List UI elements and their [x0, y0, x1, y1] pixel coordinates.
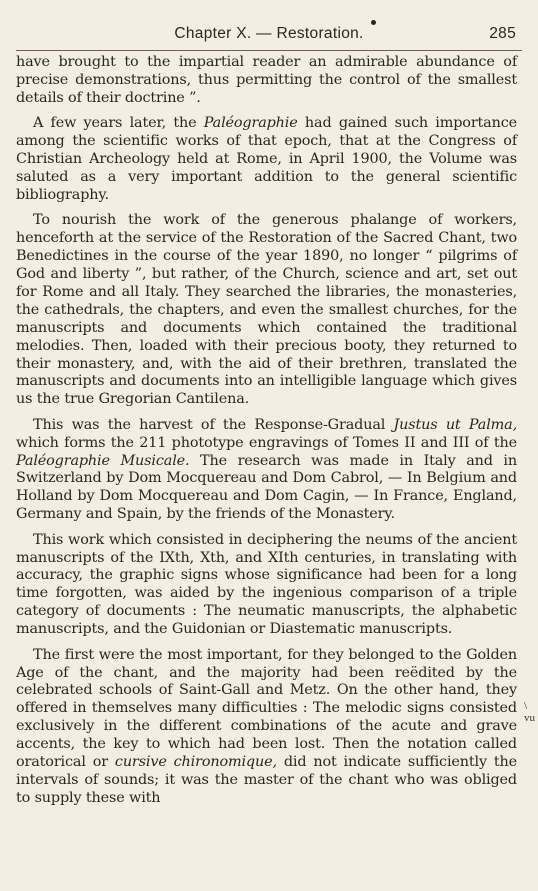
italic-run: Justus ut Palma,	[393, 416, 517, 433]
text-run: which forms the 211 phototype engravings of Tomes II and III of the	[16, 434, 517, 451]
text-run: The first were the most important, for they belonged to the Golden Age of the chant, and the majority had been reëdited by the celebrated schools of Saint-Gall and Metz. On the other hand, they offered in themselves many difficulties : The melodic signs consisted exclusively in the different combinations of the acute and grave accents, the key to which had been lost. Then the notation called oratorical or	[16, 646, 517, 771]
paragraph	[16, 647, 517, 808]
paragraph	[16, 54, 517, 108]
body-text	[16, 54, 517, 815]
running-title: Chapter X. — Restoration.	[174, 25, 364, 42]
text-run: have brought to the impartial reader an admirable abundance of precise demonstrations, thus permitting the control of the smallest details of their doctrine ”.	[16, 54, 517, 106]
text-run: did not indicate sufficiently the intervals of sounds; it was the master of the chant who was obliged to supply these with	[16, 754, 518, 806]
paragraph	[16, 115, 517, 205]
text-run: To nourish the work of the generous phalange of workers, henceforth at the service of the Restoration of the Sacred Chant, two Benedictines in the course of the year 1890, no longer “ pilgrims of God and liberty ”, but rather, of the Church, science and art, set out for Rome and all Italy. They searched the libraries, the monasteries, the cathedrals, the chapters, and even the smallest churches, for the manuscripts and documents which contained the traditional melodies. Then, loaded with their precious booty, they returned to their monastery, and, with the aid of their brethren, translated the manuscripts and documents into an intelligible language which gives us the true Gregorian Cantilena.	[16, 212, 517, 408]
text-run: This was the harvest of the Response-Gradual	[33, 416, 394, 433]
running-head	[0, 22, 538, 48]
page-number: 285	[489, 25, 516, 42]
ink-speck	[371, 20, 376, 25]
italic-run: Paléographie Musicale.	[16, 452, 190, 469]
paragraph	[16, 212, 517, 409]
paragraph	[16, 532, 517, 639]
italic-run: Paléographie	[203, 115, 298, 132]
text-run: The research was made in Italy and in Switzerland by Dom Mocquereau and Dom Cabrol, — In Belgium and Holland by Dom Mocquereau and Dom Cagin, — In France, England, Germany and Spain, by the friends of the Monastery.	[16, 452, 517, 523]
header-rule	[16, 50, 522, 51]
text-run: had gained such importance among the scientific works of that epoch, that at the Congress of Christian Archeology held at Rome, in April 1900, the Volume was saluted as a very important addition to the general scientific bibliography.	[16, 115, 517, 203]
paragraph	[16, 417, 517, 524]
text-run: A few years later, the	[33, 115, 204, 132]
margin-annotation: \ vu	[524, 700, 535, 724]
text-run: This work which consisted in deciphering the neums of the ancient manuscripts of the IXth, Xth, and XIth centuries, in translating with accuracy, the graphic signs whose significance had been for a long time forgotten, was aided by the ingenious comparison of a triple category of documents : The neumatic manuscripts, the alphabetic manuscripts, and the Guidonian or Diastematic manuscripts.	[16, 531, 517, 638]
italic-run: cursive chironomique,	[114, 754, 277, 771]
